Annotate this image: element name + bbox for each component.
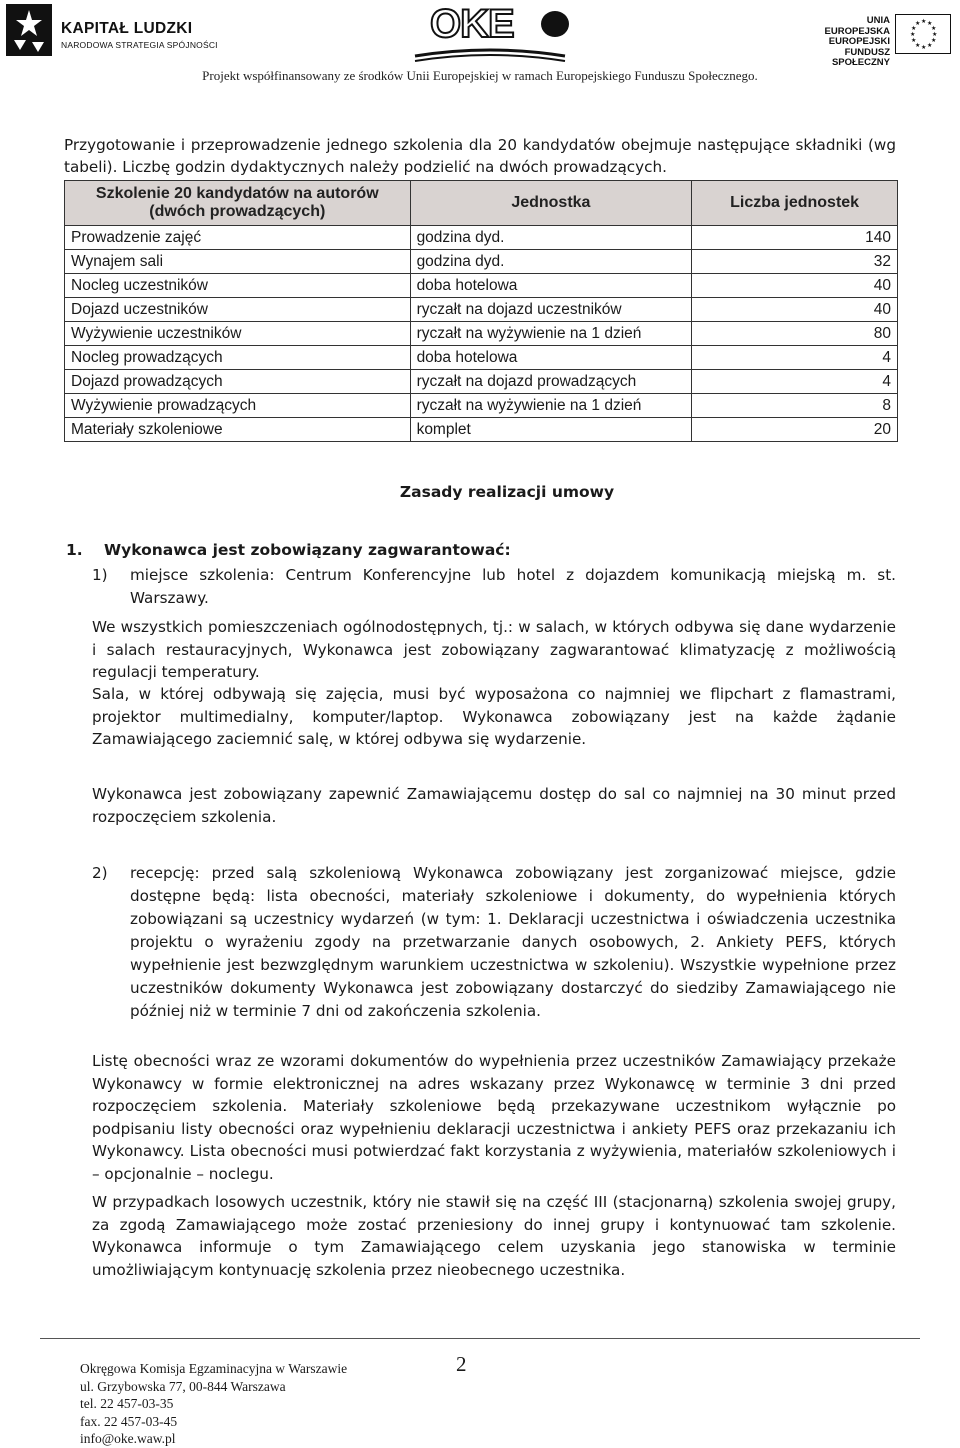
kapital-ludzki-title: KAPITAŁ LUDZKI [61,20,193,37]
cost-table [64,180,898,442]
oke-logo-text: OKE [430,2,514,46]
table-cell: ryczałt na wyżywienie na 1 dzień [410,394,692,418]
eu-logo-line: FUNDUSZ SPOŁECZNY [831,46,890,68]
table-cell: Nocleg uczestników [65,274,411,298]
table-header-row [65,181,898,226]
table-cell: komplet [410,418,692,442]
svg-text:★: ★ [921,18,927,25]
footer-email: info@oke.waw.pl [80,1431,176,1446]
svg-text:★: ★ [927,20,933,27]
table-cell: Wynajem sali [65,250,411,274]
svg-text:★: ★ [910,31,916,38]
table-cell: Dojazd uczestników [65,298,411,322]
svg-text:★: ★ [931,25,937,32]
footer-fax: fax. 22 457-03-45 [80,1413,178,1429]
page-header [0,0,960,90]
table-row [65,250,898,274]
table-cell: godzina dyd. [410,250,692,274]
list-item-text: recepcję: przed salą szkoleniową Wykonawca zobowiązany jest zorganizować miejsce, gdzie dostępne będą: lista obecności, materiały szkoleniowe i dokumenty, do wypełnienia których zobowiązani są uczestnicy wydarzeń (w tym: 1. Deklaracji uczestnictwa i oświadczenia uczestnika projektu o wyrażeniu zgody na przetwarzanie danych osobowych, 2. Ankiety PEFS, których wypełnienie jest bezwzględnym warunkiem uczestnictwa w szkoleniu). Wszystkie wypełnione przez uczestników dokumenty Wykonawca jest zobowiązany dostarczyć do siedziby Zamawiającego nie później niż w terminie 7 dni od zakończenia szkolenia. [130,864,896,1020]
kapital-ludzki-emblem-icon [6,4,52,56]
footer-tel: tel. 22 457-03-35 [80,1396,174,1411]
table-cell: godzina dyd. [410,226,692,250]
table-cell: doba hotelowa [410,274,692,298]
paragraph-room-access: Wykonawca jest zobowiązany zapewnić Zamawiającemu dostęp do sal co najmniej na 30 minut przed rozpoczęciem szkolenia. [92,785,896,826]
list-item-number: 2) [92,864,108,882]
table-cell: 32 [692,250,898,274]
table-cell: Dojazd prowadzących [65,370,411,394]
table-row [65,418,898,442]
table-cell: 40 [692,274,898,298]
table-cell: 20 [692,418,898,442]
footer-contact [80,1360,347,1448]
svg-text:★: ★ [911,37,917,44]
intro-paragraph: Przygotowanie i przeprowadzenie jednego szkolenia dla 20 kandydatów obejmuje następujące składniki (wg tabeli). Liczbę godzin dydaktycznych należy podzielić na dwóch prowadzących. [64,136,896,176]
table-cell: Materiały szkoleniowe [65,418,411,442]
table-row [65,322,898,346]
table-row [65,370,898,394]
eu-logo [800,15,950,68]
header-caption: Projekt współfinansowany ze środków Unii Europejskiej w ramach Europejskiego Funduszu Społecznego. [202,68,758,83]
svg-text:★: ★ [911,25,917,32]
table-cell: Prowadzenie zajęć [65,226,411,250]
table-row [65,274,898,298]
table-cell: 8 [692,394,898,418]
table-row [65,298,898,322]
table-cell: ryczałt na dojazd prowadzących [410,370,692,394]
section-heading: Zasady realizacji umowy [399,483,615,501]
section-1-number: 1. [66,541,83,559]
table-header-cell: Szkolenie 20 kandydatów na autorów (dwóch prowadzących) [65,181,411,226]
table-row [65,346,898,370]
svg-text:★: ★ [921,44,927,51]
paragraph-room-equipment: Sala, w której odbywają się zajęcia, musi być wyposażona co najmniej we flipchart z flamastrami, projektor multimedialny, komputer/laptop. Wykonawca zobowiązany jest na każde żądanie Zamawiającego zaciemnić salę, w której odbywa się wydarzenie. [92,685,896,748]
list-item-2 [92,862,896,1023]
table-row [65,394,898,418]
table-cell: 140 [692,226,898,250]
list-item-1 [92,564,896,610]
svg-text:★: ★ [932,31,938,38]
eu-logo-text [800,16,890,69]
eu-logo-line: UNIA EUROPEJSKA [824,15,890,37]
paragraph-air-conditioning: We wszystkich pomieszczeniach ogólnodostępnych, tj.: w salach, w których odbywa się dane wydarzenie i salach restauracyjnych, Wykonawca jest zobowiązany zagwarantować klimatyzację z możliwością regulacji temperatury. [92,618,896,681]
section-1-title-text: Wykonawca jest zobowiązany zagwarantować: [104,541,511,559]
table-cell: ryczałt na dojazd uczestników [410,298,692,322]
paragraph-attendance-list: Listę obecności wraz ze wzorami dokumentów do wypełnienia przez uczestników Zamawiający przekaże Wykonawcy w formie elektronicznej na adres wskazany przez Wykonawcę w terminie 3 dni przed rozpoczęciem szkolenia. Materiały szkoleniowe będą przekazywane uczestnikom wyłącznie po podpisaniu listy obecności oraz wypełnieniu deklaracji uczestnictwa i ankiety PEFS oraz przekazaniu ich Wykonawcy. Lista obecności musi potwierdzać fakt korzystania z wyżywienia, materiałów szkoleniowych i – opcjonalnie – noclegu. [92,1052,896,1183]
table-cell: doba hotelowa [410,346,692,370]
table-header-cell: Liczba jednostek [692,181,898,226]
svg-text:★: ★ [927,42,933,49]
page-number: 2 [456,1352,467,1376]
footer-org: Okręgowa Komisja Egzaminacyjna w Warszawie [80,1361,348,1376]
svg-text:★: ★ [915,42,921,49]
eu-flag-icon [895,14,951,54]
table-cell: 4 [692,370,898,394]
table-header-cell: Jednostka [410,181,692,226]
table-cell: Nocleg prowadzących [65,346,411,370]
table-cell: Wyżywienie uczestników [65,322,411,346]
table-row [65,226,898,250]
kapital-ludzki-subtitle: NARODOWA STRATEGIA SPÓJNOŚCI [61,40,218,50]
svg-text:★: ★ [931,37,937,44]
table-cell: 40 [692,298,898,322]
table-cell: Wyżywienie prowadzących [65,394,411,418]
paragraph-random-cases: W przypadkach losowych uczestnik, który nie stawił się na część III (stacjonarną) szkolenia swojej grupy, za zgodą Zamawiającego może zostać przeniesiony do innej grupy i kontynuować tam szkolenie. Wykonawca informuje o tym Zamawiającego celem uzyskania jego stanowiska w terminie umożliwiającym kontynuację szkolenia przez nieobecnego uczestnika. [92,1193,896,1279]
table-cell: ryczałt na wyżywienie na 1 dzień [410,322,692,346]
footer-address: ul. Grzybowska 77, 00-844 Warszawa [80,1378,286,1394]
table-cell: 4 [692,346,898,370]
footer-divider [40,1338,920,1339]
list-item-text: miejsce szkolenia: Centrum Konferencyjne lub hotel z dojazdem komunikacją miejską m. st. Warszawy. [130,566,896,607]
list-item-number: 1) [92,566,108,584]
kapital-ludzki-logo [6,4,226,60]
section-1-title [66,541,511,559]
svg-text:★: ★ [915,20,921,27]
eu-logo-line: EUROPEJSKI [828,36,890,47]
table-cell: 80 [692,322,898,346]
